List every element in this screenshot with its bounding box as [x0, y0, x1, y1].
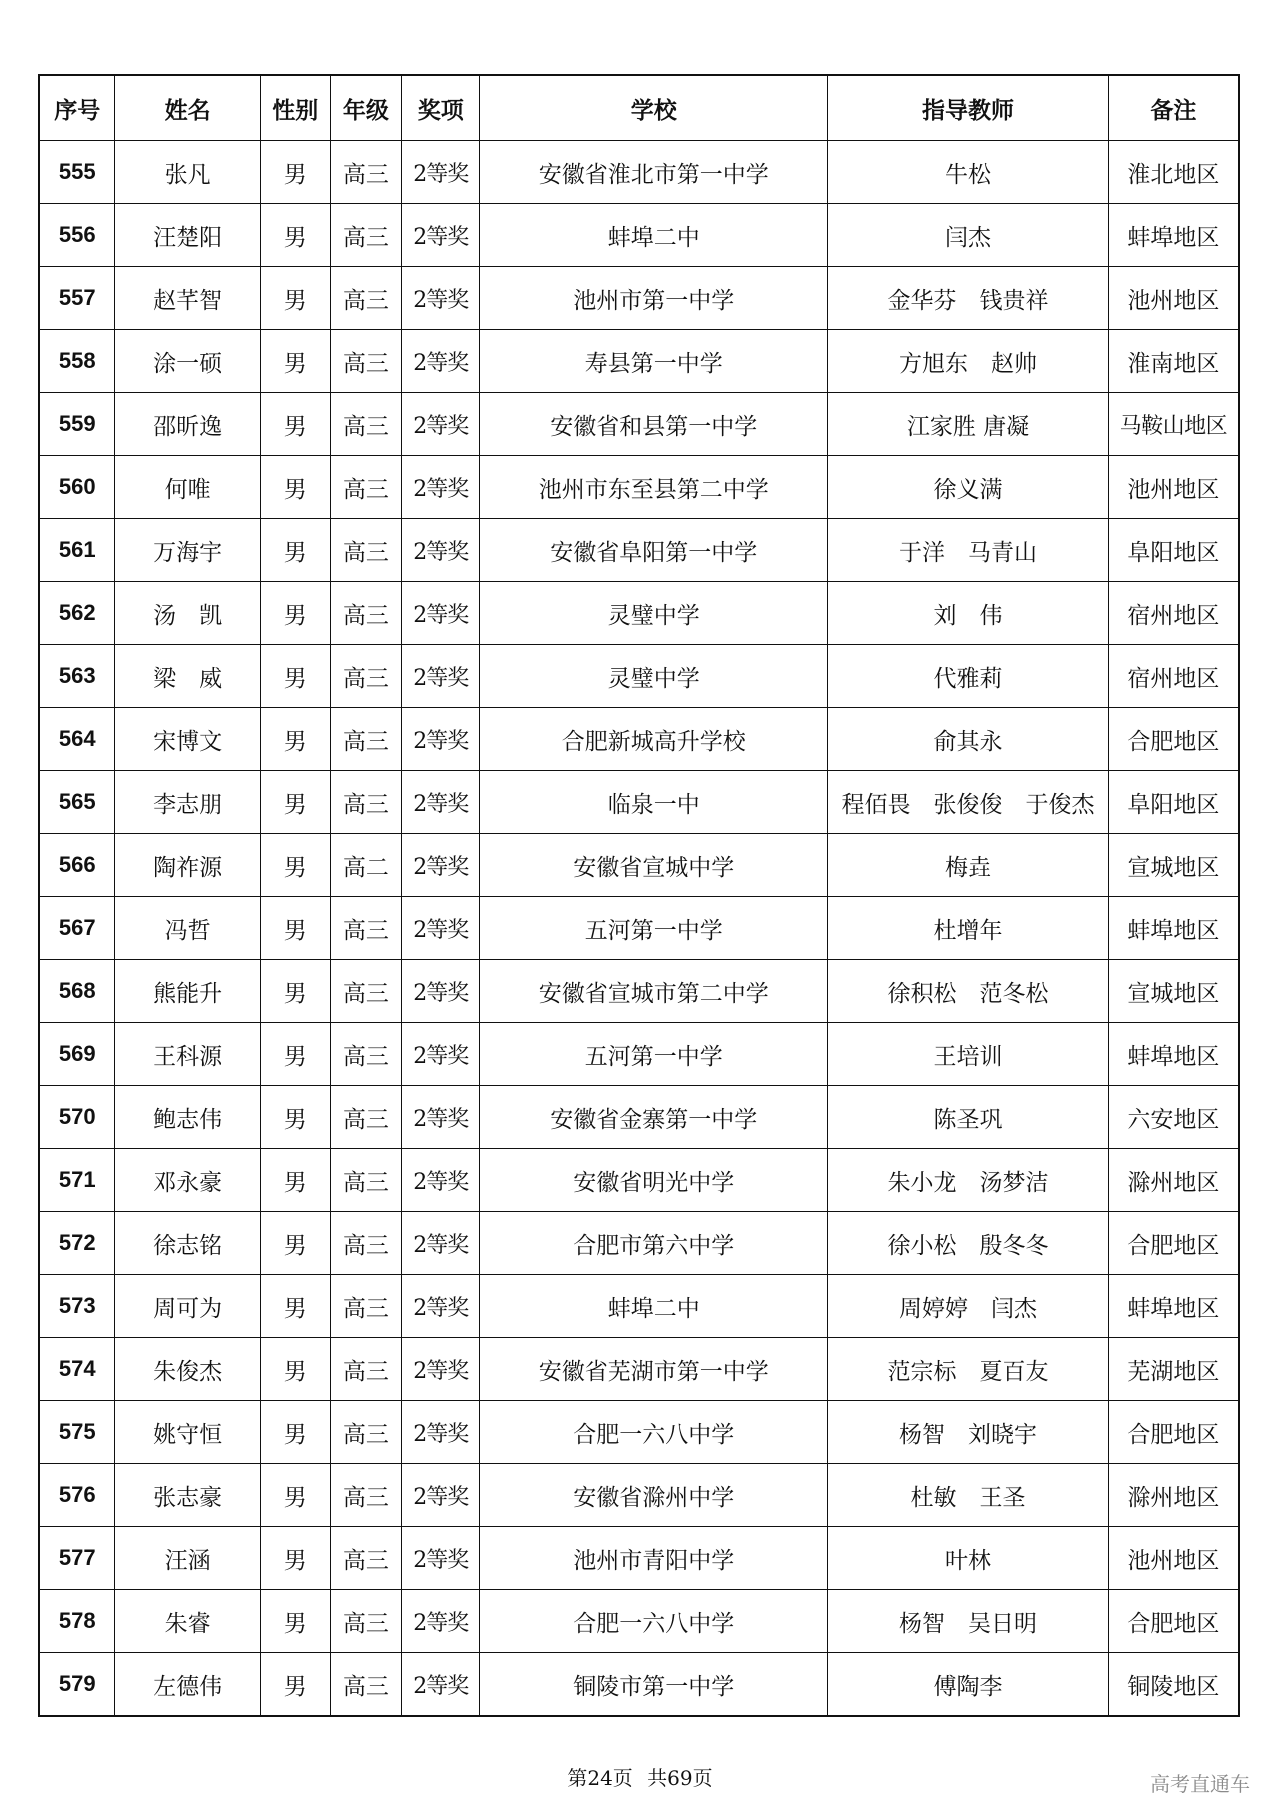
cell-teacher: 徐小松 殷冬冬 — [828, 1212, 1108, 1275]
cell-gender: 男 — [260, 204, 330, 267]
header-school: 学校 — [480, 75, 828, 141]
cell-name: 王科源 — [115, 1023, 261, 1086]
cell-school: 池州市第一中学 — [480, 267, 828, 330]
cell-award: 2等奖 — [402, 1401, 480, 1464]
cell-teacher: 俞其永 — [828, 708, 1108, 771]
cell-name: 汪涵 — [115, 1527, 261, 1590]
cell-teacher: 于洋 马青山 — [828, 519, 1108, 582]
cell-school: 安徽省宣城中学 — [480, 834, 828, 897]
cell-grade: 高三 — [330, 1653, 402, 1717]
table-row — [39, 771, 1239, 834]
cell-grade: 高三 — [330, 1527, 402, 1590]
cell-name: 徐志铭 — [115, 1212, 261, 1275]
cell-award: 2等奖 — [402, 834, 480, 897]
cell-award: 2等奖 — [402, 708, 480, 771]
cell-seq: 564 — [39, 708, 115, 771]
table-row — [39, 897, 1239, 960]
cell-remark: 淮南地区 — [1108, 330, 1239, 393]
cell-teacher: 江家胜 唐凝 — [828, 393, 1108, 456]
cell-gender: 男 — [260, 1653, 330, 1717]
cell-remark: 合肥地区 — [1108, 1590, 1239, 1653]
table-row — [39, 204, 1239, 267]
cell-grade: 高三 — [330, 1023, 402, 1086]
header-gender: 性别 — [260, 75, 330, 141]
cell-grade: 高三 — [330, 1086, 402, 1149]
table-row — [39, 834, 1239, 897]
cell-grade: 高三 — [330, 960, 402, 1023]
cell-grade: 高三 — [330, 897, 402, 960]
cell-teacher: 傅陶李 — [828, 1653, 1108, 1717]
page-total: 共69页 — [647, 1766, 713, 1790]
cell-gender: 男 — [260, 1212, 330, 1275]
cell-gender: 男 — [260, 456, 330, 519]
cell-seq: 579 — [39, 1653, 115, 1717]
table-body — [39, 141, 1239, 1717]
cell-seq: 557 — [39, 267, 115, 330]
cell-gender: 男 — [260, 393, 330, 456]
cell-gender: 男 — [260, 1464, 330, 1527]
cell-gender: 男 — [260, 1338, 330, 1401]
cell-name: 宋博文 — [115, 708, 261, 771]
cell-seq: 560 — [39, 456, 115, 519]
table-row — [39, 330, 1239, 393]
cell-teacher: 梅垚 — [828, 834, 1108, 897]
cell-grade: 高三 — [330, 330, 402, 393]
cell-teacher: 牛松 — [828, 141, 1108, 204]
cell-school: 池州市青阳中学 — [480, 1527, 828, 1590]
header-award: 奖项 — [402, 75, 480, 141]
header-seq: 序号 — [39, 75, 115, 141]
table-row — [39, 1590, 1239, 1653]
cell-name: 张凡 — [115, 141, 261, 204]
cell-name: 朱俊杰 — [115, 1338, 261, 1401]
cell-grade: 高三 — [330, 1275, 402, 1338]
table-row — [39, 1275, 1239, 1338]
cell-teacher: 杜敏 王圣 — [828, 1464, 1108, 1527]
table-header-row — [39, 75, 1239, 141]
cell-name: 何唯 — [115, 456, 261, 519]
cell-gender: 男 — [260, 1401, 330, 1464]
cell-teacher: 刘 伟 — [828, 582, 1108, 645]
cell-award: 2等奖 — [402, 1464, 480, 1527]
cell-remark: 池州地区 — [1108, 1527, 1239, 1590]
cell-award: 2等奖 — [402, 1590, 480, 1653]
cell-grade: 高三 — [330, 393, 402, 456]
table-row — [39, 1401, 1239, 1464]
award-table — [38, 74, 1240, 1717]
table-row — [39, 1338, 1239, 1401]
cell-grade: 高三 — [330, 1149, 402, 1212]
cell-gender: 男 — [260, 1023, 330, 1086]
cell-grade: 高三 — [330, 1338, 402, 1401]
cell-grade: 高三 — [330, 204, 402, 267]
cell-school: 安徽省金寨第一中学 — [480, 1086, 828, 1149]
cell-name: 梁 威 — [115, 645, 261, 708]
table-row — [39, 582, 1239, 645]
cell-gender: 男 — [260, 267, 330, 330]
cell-remark: 芜湖地区 — [1108, 1338, 1239, 1401]
cell-seq: 559 — [39, 393, 115, 456]
cell-gender: 男 — [260, 330, 330, 393]
cell-name: 朱睿 — [115, 1590, 261, 1653]
cell-gender: 男 — [260, 1275, 330, 1338]
cell-remark: 宿州地区 — [1108, 645, 1239, 708]
cell-name: 周可为 — [115, 1275, 261, 1338]
cell-award: 2等奖 — [402, 204, 480, 267]
table-row — [39, 141, 1239, 204]
cell-gender: 男 — [260, 771, 330, 834]
cell-award: 2等奖 — [402, 960, 480, 1023]
cell-award: 2等奖 — [402, 1086, 480, 1149]
cell-remark: 蚌埠地区 — [1108, 1275, 1239, 1338]
cell-grade: 高三 — [330, 141, 402, 204]
cell-award: 2等奖 — [402, 1275, 480, 1338]
cell-remark: 池州地区 — [1108, 267, 1239, 330]
cell-teacher: 方旭东 赵帅 — [828, 330, 1108, 393]
cell-remark: 马鞍山地区 — [1108, 393, 1239, 456]
cell-grade: 高三 — [330, 267, 402, 330]
cell-seq: 569 — [39, 1023, 115, 1086]
cell-name: 熊能升 — [115, 960, 261, 1023]
cell-remark: 淮北地区 — [1108, 141, 1239, 204]
cell-award: 2等奖 — [402, 393, 480, 456]
cell-seq: 576 — [39, 1464, 115, 1527]
header-name: 姓名 — [115, 75, 261, 141]
cell-teacher: 杨智 吴日明 — [828, 1590, 1108, 1653]
cell-name: 张志豪 — [115, 1464, 261, 1527]
cell-remark: 蚌埠地区 — [1108, 204, 1239, 267]
cell-grade: 高三 — [330, 1464, 402, 1527]
cell-teacher: 周婷婷 闫杰 — [828, 1275, 1108, 1338]
cell-gender: 男 — [260, 708, 330, 771]
cell-seq: 574 — [39, 1338, 115, 1401]
cell-name: 姚守恒 — [115, 1401, 261, 1464]
cell-award: 2等奖 — [402, 267, 480, 330]
cell-name: 汤 凯 — [115, 582, 261, 645]
cell-grade: 高二 — [330, 834, 402, 897]
cell-grade: 高三 — [330, 708, 402, 771]
cell-teacher: 朱小龙 汤梦洁 — [828, 1149, 1108, 1212]
table-row — [39, 267, 1239, 330]
cell-award: 2等奖 — [402, 1212, 480, 1275]
cell-name: 冯哲 — [115, 897, 261, 960]
cell-remark: 铜陵地区 — [1108, 1653, 1239, 1717]
cell-grade: 高三 — [330, 1590, 402, 1653]
cell-name: 李志朋 — [115, 771, 261, 834]
cell-grade: 高三 — [330, 456, 402, 519]
cell-seq: 570 — [39, 1086, 115, 1149]
table-row — [39, 645, 1239, 708]
cell-school: 安徽省滁州中学 — [480, 1464, 828, 1527]
cell-seq: 566 — [39, 834, 115, 897]
cell-seq: 577 — [39, 1527, 115, 1590]
cell-seq: 563 — [39, 645, 115, 708]
cell-award: 2等奖 — [402, 582, 480, 645]
cell-teacher: 徐积松 范冬松 — [828, 960, 1108, 1023]
cell-remark: 滁州地区 — [1108, 1149, 1239, 1212]
cell-seq: 562 — [39, 582, 115, 645]
cell-seq: 555 — [39, 141, 115, 204]
cell-grade: 高三 — [330, 1401, 402, 1464]
cell-seq: 558 — [39, 330, 115, 393]
table-row — [39, 1212, 1239, 1275]
cell-gender: 男 — [260, 1527, 330, 1590]
cell-school: 合肥新城高升学校 — [480, 708, 828, 771]
cell-school: 合肥市第六中学 — [480, 1212, 828, 1275]
cell-seq: 568 — [39, 960, 115, 1023]
cell-award: 2等奖 — [402, 771, 480, 834]
cell-name: 左德伟 — [115, 1653, 261, 1717]
cell-teacher: 陈圣巩 — [828, 1086, 1108, 1149]
table-row — [39, 393, 1239, 456]
cell-school: 安徽省宣城市第二中学 — [480, 960, 828, 1023]
table-row — [39, 1464, 1239, 1527]
cell-school: 安徽省阜阳第一中学 — [480, 519, 828, 582]
cell-grade: 高三 — [330, 519, 402, 582]
cell-name: 汪楚阳 — [115, 204, 261, 267]
cell-seq: 556 — [39, 204, 115, 267]
cell-gender: 男 — [260, 141, 330, 204]
cell-grade: 高三 — [330, 1212, 402, 1275]
table-row — [39, 1527, 1239, 1590]
cell-award: 2等奖 — [402, 330, 480, 393]
table-row — [39, 1023, 1239, 1086]
cell-school: 五河第一中学 — [480, 1023, 828, 1086]
cell-seq: 567 — [39, 897, 115, 960]
cell-remark: 合肥地区 — [1108, 1212, 1239, 1275]
cell-teacher: 叶林 — [828, 1527, 1108, 1590]
cell-school: 安徽省和县第一中学 — [480, 393, 828, 456]
cell-award: 2等奖 — [402, 1338, 480, 1401]
cell-remark: 蚌埠地区 — [1108, 897, 1239, 960]
cell-gender: 男 — [260, 519, 330, 582]
cell-teacher: 王培训 — [828, 1023, 1108, 1086]
cell-award: 2等奖 — [402, 1653, 480, 1717]
table-row — [39, 456, 1239, 519]
cell-award: 2等奖 — [402, 1149, 480, 1212]
cell-school: 安徽省芜湖市第一中学 — [480, 1338, 828, 1401]
cell-gender: 男 — [260, 1149, 330, 1212]
header-grade: 年级 — [330, 75, 402, 141]
cell-school: 合肥一六八中学 — [480, 1590, 828, 1653]
cell-grade: 高三 — [330, 771, 402, 834]
cell-name: 邓永豪 — [115, 1149, 261, 1212]
cell-remark: 阜阳地区 — [1108, 771, 1239, 834]
table-row — [39, 960, 1239, 1023]
cell-remark: 宿州地区 — [1108, 582, 1239, 645]
cell-teacher: 徐义满 — [828, 456, 1108, 519]
cell-school: 池州市东至县第二中学 — [480, 456, 828, 519]
cell-seq: 565 — [39, 771, 115, 834]
cell-award: 2等奖 — [402, 456, 480, 519]
page-footer — [0, 1762, 1280, 1791]
cell-seq: 578 — [39, 1590, 115, 1653]
cell-seq: 573 — [39, 1275, 115, 1338]
cell-teacher: 代雅莉 — [828, 645, 1108, 708]
cell-name: 涂一硕 — [115, 330, 261, 393]
cell-teacher: 杨智 刘晓宇 — [828, 1401, 1108, 1464]
cell-teacher: 范宗标 夏百友 — [828, 1338, 1108, 1401]
cell-teacher: 杜增年 — [828, 897, 1108, 960]
table-row — [39, 1149, 1239, 1212]
cell-school: 合肥一六八中学 — [480, 1401, 828, 1464]
cell-school: 安徽省淮北市第一中学 — [480, 141, 828, 204]
cell-remark: 池州地区 — [1108, 456, 1239, 519]
cell-name: 陶祚源 — [115, 834, 261, 897]
header-teacher: 指导教师 — [828, 75, 1108, 141]
cell-school: 铜陵市第一中学 — [480, 1653, 828, 1717]
cell-remark: 宣城地区 — [1108, 960, 1239, 1023]
cell-seq: 561 — [39, 519, 115, 582]
cell-gender: 男 — [260, 1590, 330, 1653]
cell-remark: 六安地区 — [1108, 1086, 1239, 1149]
cell-award: 2等奖 — [402, 1527, 480, 1590]
cell-school: 蚌埠二中 — [480, 1275, 828, 1338]
cell-grade: 高三 — [330, 582, 402, 645]
cell-school: 安徽省明光中学 — [480, 1149, 828, 1212]
cell-gender: 男 — [260, 645, 330, 708]
cell-award: 2等奖 — [402, 141, 480, 204]
cell-remark: 滁州地区 — [1108, 1464, 1239, 1527]
cell-grade: 高三 — [330, 645, 402, 708]
cell-award: 2等奖 — [402, 1023, 480, 1086]
cell-seq: 575 — [39, 1401, 115, 1464]
cell-remark: 合肥地区 — [1108, 708, 1239, 771]
cell-school: 灵璧中学 — [480, 645, 828, 708]
cell-school: 临泉一中 — [480, 771, 828, 834]
cell-gender: 男 — [260, 897, 330, 960]
cell-name: 邵昕逸 — [115, 393, 261, 456]
cell-gender: 男 — [260, 834, 330, 897]
cell-seq: 571 — [39, 1149, 115, 1212]
cell-school: 五河第一中学 — [480, 897, 828, 960]
cell-teacher: 程佰畏 张俊俊 于俊杰 — [828, 771, 1108, 834]
cell-award: 2等奖 — [402, 897, 480, 960]
cell-award: 2等奖 — [402, 645, 480, 708]
watermark: 高考直通车 — [1150, 1772, 1250, 1796]
cell-name: 鲍志伟 — [115, 1086, 261, 1149]
table-row — [39, 1086, 1239, 1149]
cell-name: 赵芊智 — [115, 267, 261, 330]
table-row — [39, 519, 1239, 582]
cell-teacher: 闫杰 — [828, 204, 1108, 267]
page-current: 第24页 — [567, 1766, 633, 1790]
cell-school: 蚌埠二中 — [480, 204, 828, 267]
cell-gender: 男 — [260, 582, 330, 645]
cell-award: 2等奖 — [402, 519, 480, 582]
table-row — [39, 708, 1239, 771]
cell-remark: 蚌埠地区 — [1108, 1023, 1239, 1086]
cell-seq: 572 — [39, 1212, 115, 1275]
cell-teacher: 金华芬 钱贵祥 — [828, 267, 1108, 330]
table-row — [39, 1653, 1239, 1717]
cell-school: 灵璧中学 — [480, 582, 828, 645]
cell-school: 寿县第一中学 — [480, 330, 828, 393]
cell-remark: 合肥地区 — [1108, 1401, 1239, 1464]
cell-name: 万海宇 — [115, 519, 261, 582]
cell-gender: 男 — [260, 960, 330, 1023]
cell-gender: 男 — [260, 1086, 330, 1149]
cell-remark: 阜阳地区 — [1108, 519, 1239, 582]
header-remark: 备注 — [1108, 75, 1239, 141]
cell-remark: 宣城地区 — [1108, 834, 1239, 897]
